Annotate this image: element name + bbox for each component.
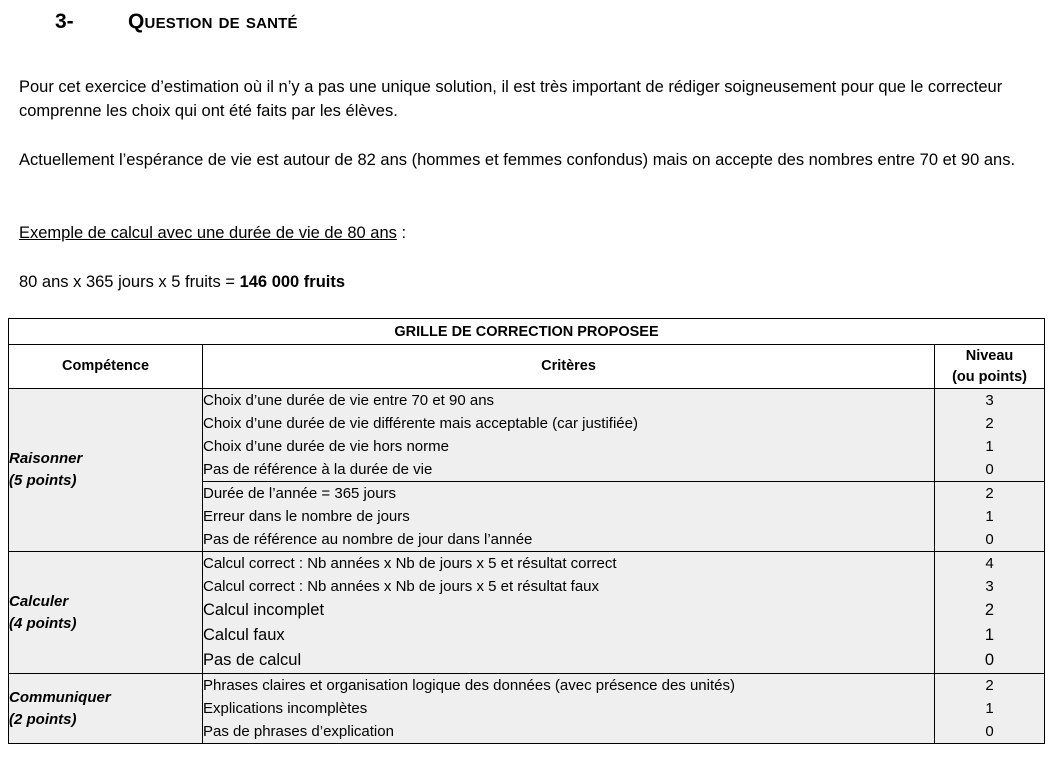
level-value: 1: [985, 438, 994, 455]
criterion: Pas de phrases d’explication: [203, 723, 394, 740]
competence-name: Communiquer: [9, 688, 111, 706]
criterion: Erreur dans le nombre de jours: [203, 508, 410, 525]
criterion: Calcul faux: [203, 626, 285, 644]
criterion: Calcul correct : Nb années x Nb de jours x 5 et résultat faux: [203, 578, 600, 595]
level-cell: [935, 552, 1045, 674]
criterion: Choix d’une durée de vie différente mais acceptable (car justifiée): [203, 415, 638, 432]
header-criteres: Critères: [203, 345, 935, 389]
criterion: Choix d’une durée de vie hors norme: [203, 438, 449, 455]
competence-calculer: [9, 552, 203, 674]
criteria-cell: [203, 482, 935, 552]
competence-communiquer: [9, 674, 203, 744]
level-value: 2: [984, 601, 995, 619]
header-niveau: [935, 345, 1045, 389]
level-value: 0: [985, 461, 994, 478]
level-cell: [935, 674, 1045, 744]
competence-name: Raisonner: [9, 450, 83, 467]
level-cell: [935, 482, 1045, 552]
correction-grid: [8, 318, 1045, 744]
section-title: Question de santé: [128, 10, 298, 33]
header-niveau-line1: Niveau: [965, 347, 1014, 364]
level-value: 2: [985, 677, 994, 694]
calculation-result: 146 000 fruits: [239, 273, 346, 291]
competence-points: (4 points): [9, 614, 77, 632]
table-row: [9, 674, 1045, 744]
criterion: Pas de référence au nombre de jour dans l’année: [203, 531, 533, 548]
criterion: Calcul incomplet: [203, 601, 325, 619]
level-value: 3: [985, 578, 994, 595]
level-value: 1: [984, 626, 995, 644]
competence-points: (5 points): [9, 472, 77, 489]
competence-points: (2 points): [9, 710, 77, 728]
intro-paragraph: Pour cet exercice d’estimation où il n’y a pas une unique solution, il est très important de rédiger soigneusement pour que le correcteur comprenne les choix qui ont été faits par les élèves.: [19, 78, 1003, 120]
competence-name: Calculer: [9, 592, 69, 610]
criterion: Pas de calcul: [203, 651, 302, 669]
criterion: Explications incomplètes: [203, 700, 368, 717]
section-number: 3-: [55, 10, 74, 33]
criterion: Pas de référence à la durée de vie: [203, 461, 433, 478]
section-heading: [55, 10, 298, 34]
table-row: [9, 389, 1045, 482]
level-value: 0: [985, 531, 994, 548]
level-value: 1: [985, 508, 994, 525]
header-competence: Compétence: [9, 345, 203, 389]
level-value: 2: [985, 415, 994, 432]
level-cell: [935, 389, 1045, 482]
criteria-cell: [203, 389, 935, 482]
level-value: 3: [985, 392, 994, 409]
criteria-cell: [203, 552, 935, 674]
example-colon: :: [396, 224, 407, 242]
competence-raisonner: [9, 389, 203, 552]
example-label: Exemple de calcul avec une durée de vie de 80 ans: [19, 224, 397, 242]
calculation-text: 80 ans x 365 jours x 5 fruits =: [19, 273, 240, 291]
life-expectancy-paragraph: Actuellement l’espérance de vie est autour de 82 ans (hommes et femmes confondus) mais on accepte des nombres entre 70 et 90 ans.: [19, 151, 1016, 169]
criterion: Phrases claires et organisation logique des données (avec présence des unités): [203, 677, 735, 694]
level-value: 2: [985, 485, 994, 502]
level-value: 1: [985, 700, 994, 717]
table-row: [9, 552, 1045, 674]
criterion: Durée de l’année = 365 jours: [203, 485, 397, 502]
level-value: 0: [985, 723, 994, 740]
criterion: Calcul correct : Nb années x Nb de jours x 5 et résultat correct: [203, 555, 617, 572]
grid-title: GRILLE DE CORRECTION PROPOSEE: [9, 319, 1045, 345]
criterion: Choix d’une durée de vie entre 70 et 90 ans: [203, 392, 495, 409]
level-value: 4: [985, 555, 994, 572]
calculation-line: [19, 270, 1049, 294]
example-heading: [19, 221, 1049, 245]
header-niveau-line2: (ou points): [952, 368, 1027, 385]
level-value: 0: [984, 651, 995, 669]
criteria-cell: [203, 674, 935, 744]
